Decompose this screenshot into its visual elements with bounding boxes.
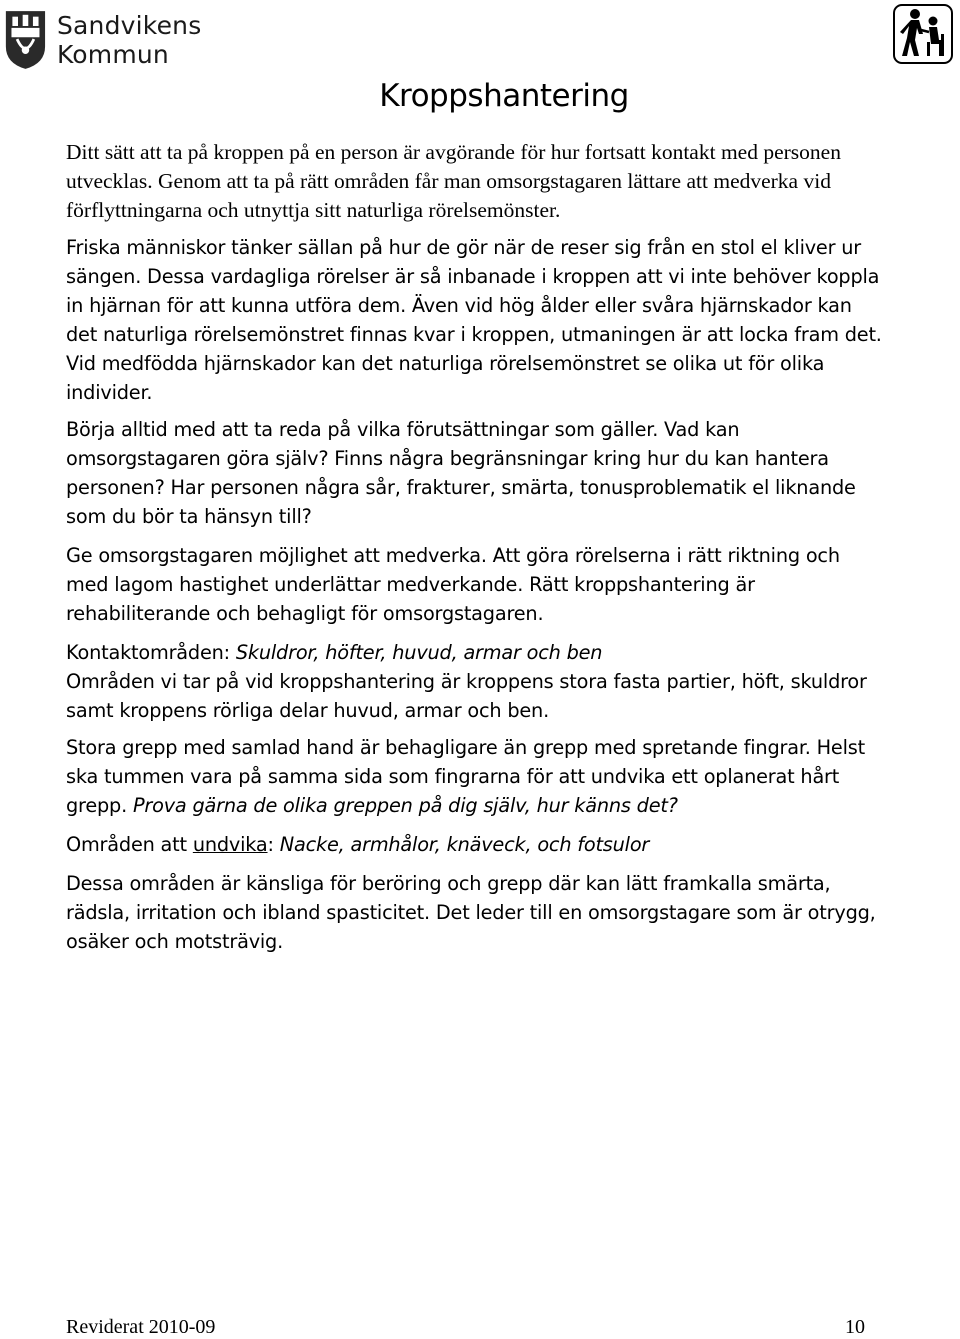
caregiver-pictogram-icon bbox=[893, 4, 953, 64]
header-logo bbox=[4, 4, 304, 76]
avoid-areas-list: Nacke, armhålor, knäveck, och fotsulor bbox=[279, 833, 650, 856]
contact-areas-list: Skuldror, höfter, huvud, armar och ben bbox=[235, 641, 603, 664]
paragraph-participation: Ge omsorgstagaren möjlighet att medverka. Att göra rörelserna i rätt riktning och med lagom hastighet underlättar medverkande. Rätt kroppshantering är rehabiliterande och behagligt för omsorgstagaren. bbox=[66, 544, 840, 625]
contact-areas-heading bbox=[66, 638, 886, 667]
intro-paragraph: Ditt sätt att ta på kroppen på en person är avgörande för hur fortsatt kontakt med personen utvecklas. Genom att ta på rätt områden får man omsorgstagaren lättare att medverka vid förflyttningarna och utnyttja sitt naturliga rörelsemönster. bbox=[66, 140, 841, 222]
paragraph-sensitive-areas: Dessa områden är känsliga för beröring och grepp där kan lätt framkalla smärta, rädsla, irritation och ibland spasticitet. Det leder till en omsorgstagare som är otrygg, osäker och motsträvig. bbox=[66, 872, 876, 953]
document-body bbox=[66, 138, 886, 956]
paragraph-prerequisites: Börja alltid med att ta reda på vilka förutsättningar som gäller. Vad kan omsorgstagaren göra själv? Finns några begränsningar kring hur du kan hantera personen? Har personen några sår, frakturer, smärta, tonusproblematik el liknande som du bör ta hänsyn till? bbox=[66, 418, 856, 528]
municipal-crest-icon bbox=[4, 7, 47, 73]
avoid-areas-heading bbox=[66, 830, 886, 859]
avoid-label-underlined: undvika bbox=[192, 833, 268, 856]
revision-date: Reviderat 2010-09 bbox=[66, 1316, 216, 1338]
grips-italic-text: Prova gärna de olika greppen på dig själv, hur känns det? bbox=[132, 794, 678, 817]
contact-areas-label: Kontaktområden: bbox=[66, 641, 236, 664]
page-number: 10 bbox=[845, 1316, 865, 1338]
page-title: Kroppshantering bbox=[379, 78, 629, 114]
avoid-label-start: Områden att bbox=[66, 833, 193, 856]
paragraph-natural-movement: Friska människor tänker sällan på hur de gör när de reser sig från en stol el kliver ur sängen. Dessa vardagliga rörelser är så inbanade i kroppen att vi inte behöver koppla in hjärnan för att kunna utföra dem. Även vid hög ålder eller svåra hjärnskador kan det naturliga rörelsemönstret finnas kvar i kroppen, utmaningen är att locka fram det. Vid medfödda hjärnskador kan det naturliga rörelsemönstret se olika ut för olika individer. bbox=[66, 236, 882, 404]
avoid-label-colon: : bbox=[267, 833, 280, 856]
grips-text: Stora grepp med samlad hand är behagligare än grepp med spretande fingrar. Helst ska tummen vara på samma sida som fingrarna för att undvika ett oplanerat hårt grepp. bbox=[66, 736, 865, 817]
brand-name: Sandvikens Kommun bbox=[56, 11, 202, 69]
paragraph-contact-areas: Områden vi tar på vid kroppshantering är kroppens stora fasta partier, höft, skuldror samt kroppens rörliga delar huvud, armar och ben. bbox=[66, 670, 867, 722]
paragraph-grips bbox=[66, 733, 886, 820]
